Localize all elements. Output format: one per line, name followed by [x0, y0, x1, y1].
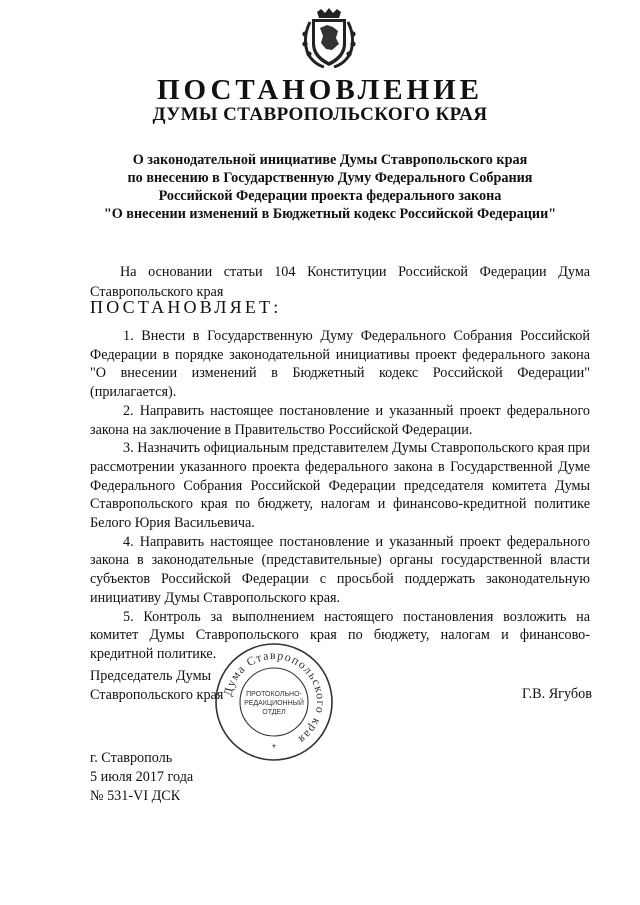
date-of-issue: 5 июля 2017 года — [90, 769, 194, 785]
resolution-item: 4. Направить настоящее постановление и указанный проект федерального закона в законодательные (представительные) органы государственной власти субъектов Российской Федерации с просьбой поддержать законодательную инициативу Думы Ставропольского края. — [90, 533, 590, 606]
subject-line: О законодательной инициативе Думы Ставропольского края — [132, 152, 528, 168]
issuer-title: ДУМЫ СТАВРОПОЛЬСКОГО КРАЯ — [152, 104, 488, 125]
stamp-ring-text: Дума Ставропольского края — [220, 647, 329, 748]
resolution-subject — [80, 151, 580, 223]
signatory-name: Г.В. Ягубов — [522, 686, 592, 702]
subject-line: "О внесении изменений в Бюджетный кодекс Российской Федерации" — [103, 206, 557, 222]
document-footer — [90, 749, 193, 806]
resolution-item: 2. Направить настоящее постановление и указанный проект федерального закона на заключение в Правительство Российской Федерации. — [90, 402, 590, 438]
signatory-title-line: Председатель Думы — [90, 668, 212, 684]
resolution-item: 3. Назначить официальным представителем Думы Ставропольского края при рассмотрении указанного проекта федерального закона в Государственной Думе Федерального Собрания Российской Федерации председателя комитета Думы Ставропольского края по бюджету, налогам и финансово-кредитной политике Белого Юрия Васильевича. — [90, 440, 590, 532]
stamp-center-line: РЕДАКЦИОННЫЙ — [244, 700, 304, 707]
resolution-items — [90, 327, 590, 664]
document-number: № 531-VI ДСК — [90, 788, 181, 804]
place-of-issue: г. Ставрополь — [90, 750, 173, 766]
subject-line: Российской Федерации проекта федерального закона — [158, 188, 502, 204]
preamble-paragraph: На основании статьи 104 Конституции Российской Федерации Дума Ставропольского края — [90, 264, 590, 300]
signatory-title — [90, 667, 223, 705]
resolves-heading: ПОСТАНОВЛЯЕТ: — [90, 297, 282, 317]
document-type-title: ПОСТАНОВЛЕНИЕ — [156, 74, 483, 106]
resolution-item: 1. Внести в Государственную Думу Федерального Собрания Российской Федерации в порядке законодательной инициативы проект федерального закона "О внесении изменений в Бюджетный кодекс Российской Федерации" (прилагается). — [90, 328, 590, 401]
coat-of-arms-icon — [300, 8, 358, 68]
stamp-center-line: ОТДЕЛ — [262, 709, 286, 716]
subject-line: по внесению в Государственную Думу Федерального Собрания — [127, 170, 533, 186]
resolution-item: 5. Контроль за выполнением настоящего постановления возложить на комитет Думы Ставропольского края по бюджету, налогам и финансово-кредитной политике. — [90, 608, 590, 662]
official-stamp — [212, 640, 336, 764]
signatory-title-line: Ставропольского края — [90, 687, 224, 703]
stamp-center-line: ПРОТОКОЛЬНО- — [246, 691, 302, 698]
stamp-star: * — [272, 743, 276, 754]
